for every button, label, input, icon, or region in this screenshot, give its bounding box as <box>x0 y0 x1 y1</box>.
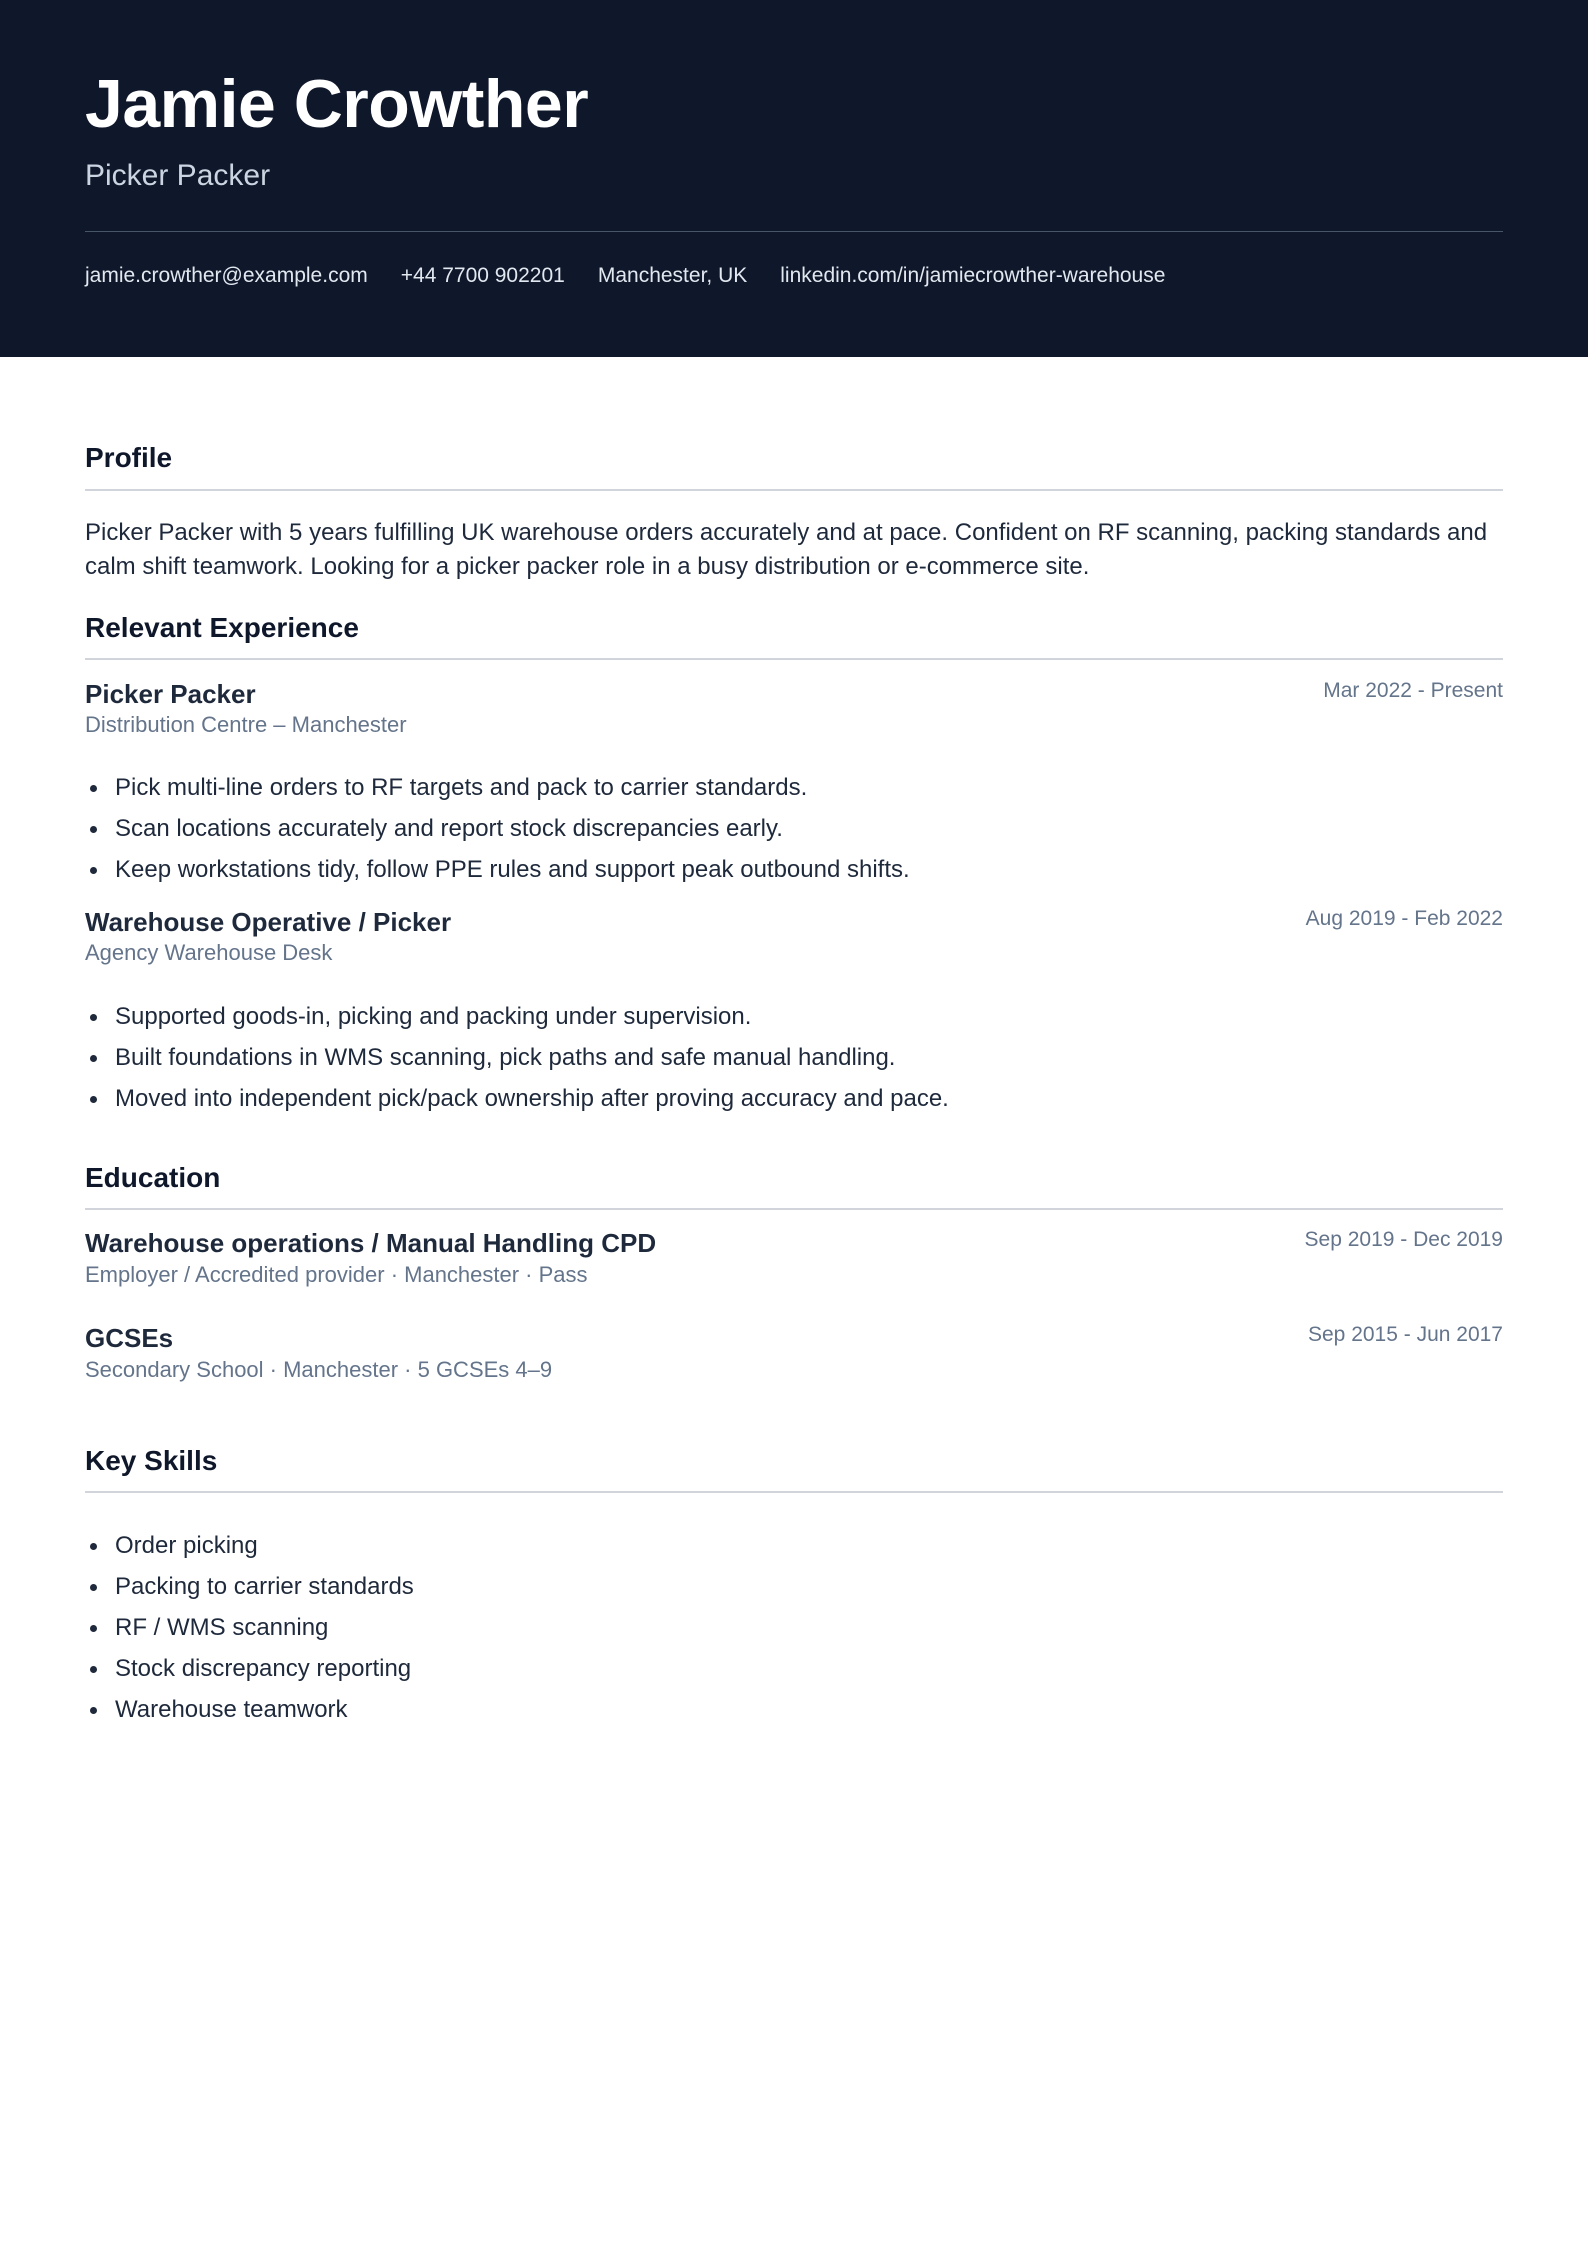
education-title: GCSEs <box>85 1323 174 1353</box>
education-detail: Secondary School · Manchester · 5 GCSEs 4–9 <box>85 1357 553 1382</box>
job-dates: Mar 2022 - Present <box>1323 679 1503 702</box>
contact-bar <box>85 263 1165 289</box>
job-bullet-list <box>85 996 1505 1119</box>
section-heading-education: Education <box>85 1162 221 1193</box>
list-item: Warehouse teamwork <box>85 1689 1505 1730</box>
job-role: Warehouse Operative / Picker <box>85 907 452 937</box>
candidate-title: Picker Packer <box>85 159 271 192</box>
list-item: Keep workstations tidy, follow PPE rules and support peak outbound shifts. <box>85 849 1505 890</box>
contact-phone[interactable]: +44 7700 902201 <box>400 264 565 287</box>
job-bullet-list <box>85 767 1505 890</box>
list-item: Order picking <box>85 1525 1505 1566</box>
list-item: Built foundations in WMS scanning, pick paths and safe manual handling. <box>85 1037 1505 1078</box>
section-divider <box>85 1491 1503 1493</box>
section-heading-experience: Relevant Experience <box>85 612 359 643</box>
job-organisation: Distribution Centre – Manchester <box>85 712 407 737</box>
contact-location: Manchester, UK <box>597 264 748 287</box>
section-heading-profile: Profile <box>85 442 173 473</box>
skills-list <box>85 1525 1505 1730</box>
section-divider <box>85 658 1503 660</box>
education-dates: Sep 2015 - Jun 2017 <box>1308 1323 1503 1346</box>
list-item: Supported goods-in, picking and packing under supervision. <box>85 996 1505 1037</box>
section-divider <box>85 1208 1503 1210</box>
list-item: Pick multi-line orders to RF targets and pack to carrier standards. <box>85 767 1505 808</box>
header-divider <box>85 231 1503 232</box>
contact-linkedin[interactable]: linkedin.com/in/jamiecrowther-warehouse <box>780 264 1166 287</box>
education-title: Warehouse operations / Manual Handling CPD <box>85 1228 657 1258</box>
section-heading-skills: Key Skills <box>85 1445 218 1476</box>
job-organisation: Agency Warehouse Desk <box>85 940 333 965</box>
list-item: Packing to carrier standards <box>85 1566 1505 1607</box>
contact-email[interactable]: jamie.crowther@example.com <box>85 264 368 287</box>
education-detail: Employer / Accredited provider · Manchester · Pass <box>85 1262 588 1287</box>
resume-header <box>0 0 1588 357</box>
list-item: Scan locations accurately and report stock discrepancies early. <box>85 808 1505 849</box>
list-item: Stock discrepancy reporting <box>85 1648 1505 1689</box>
list-item: Moved into independent pick/pack ownership after proving accuracy and pace. <box>85 1078 1505 1119</box>
job-role: Picker Packer <box>85 679 256 709</box>
list-item: RF / WMS scanning <box>85 1607 1505 1648</box>
job-dates: Aug 2019 - Feb 2022 <box>1305 907 1503 930</box>
education-dates: Sep 2019 - Dec 2019 <box>1304 1228 1503 1251</box>
candidate-name: Jamie Crowther <box>85 66 589 142</box>
section-divider <box>85 489 1503 491</box>
profile-summary: Picker Packer with 5 years fulfilling UK warehouse orders accurately and at pace. Confident on RF scanning, packing standards and calm shift teamwork. Looking for a picker packer role in a busy distribution or e-commerce site. <box>85 519 1488 580</box>
